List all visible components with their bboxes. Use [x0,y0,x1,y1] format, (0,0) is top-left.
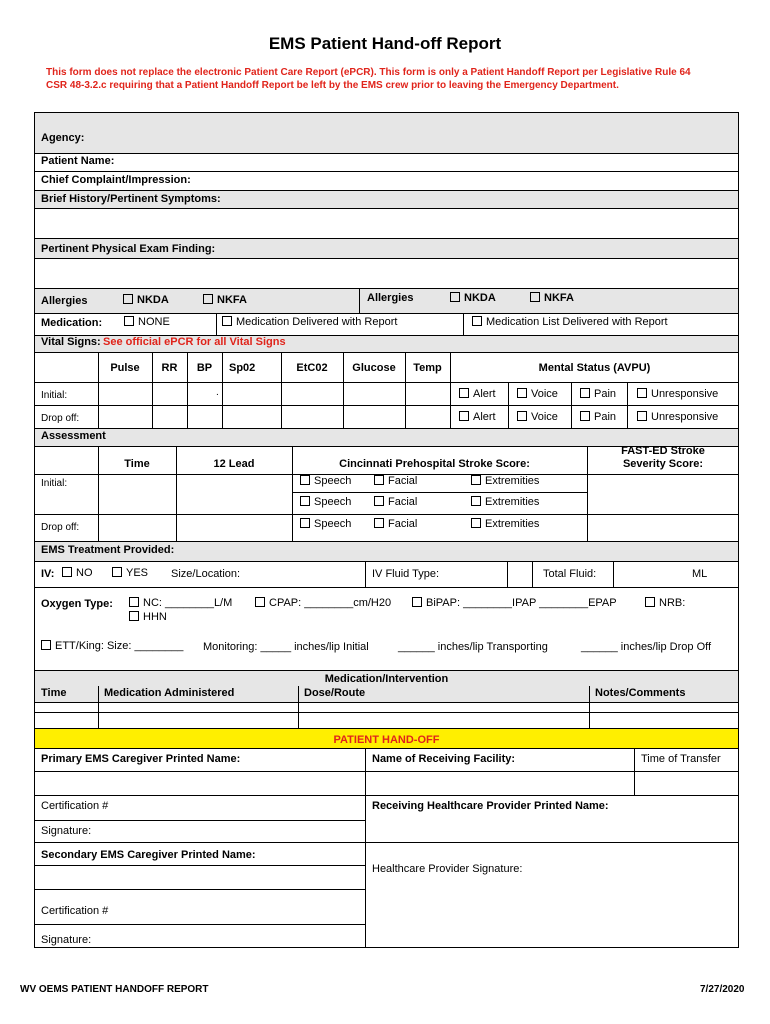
checkbox-icon [255,597,265,607]
allergies-label-2: Allergies [367,292,414,304]
checkbox-icon [471,496,481,506]
alert-label: Alert [473,411,496,423]
medication-label: Medication: [41,317,103,329]
vitals-header-spo2: Sp02 [229,362,256,374]
disclaimer-note [46,66,736,92]
avpu-initial-voice[interactable] [517,388,558,400]
checkbox-icon [580,411,590,421]
nc-label: NC: ________L/M [143,597,233,609]
facial-label: Facial [388,475,418,487]
nkda-label: NKDA [464,292,496,304]
ett-label: ETT/King: Size: ________ [55,640,184,652]
avpu-initial-alert[interactable] [459,388,496,400]
nkda-label: NKDA [137,294,169,306]
transporting-label: ______ inches/lip Transporting [398,641,548,653]
footer-date: 7/27/2020 [700,984,745,995]
checkbox-icon [412,597,422,607]
iv-label: IV: [41,568,55,580]
checkbox-icon [459,411,469,421]
assessment-12lead-header: 12 Lead [213,458,255,470]
checkbox-icon [471,518,481,528]
assessment-dropoff-label: Drop off: [41,522,80,533]
checkbox-icon [41,640,51,650]
nrb-checkbox[interactable] [645,597,685,609]
med-delivered-label: Medication Delivered with Report [236,316,398,328]
disclaimer-line-1: This form does not replace the electronic Patient Care Report (ePCR). This form is only a Patient Handoff Report per Legislative Rule 64 [46,67,691,78]
vitals-initial-label: Initial: [41,390,68,401]
patient-name-label: Patient Name: [41,155,115,167]
stroke-facial-3[interactable] [374,518,417,530]
checkbox-icon [450,292,460,302]
stroke-speech-1[interactable] [300,475,351,487]
voice-label: Voice [531,411,558,423]
alert-label: Alert [473,388,496,400]
nkfa-label: NKFA [544,292,574,304]
nkfa-checkbox-2[interactable] [530,292,574,304]
nkfa-label: NKFA [217,294,247,306]
time-of-transfer-label: Time of Transfer [641,753,721,765]
nrb-label: NRB: [659,597,686,609]
monitoring-label: Monitoring: _____ inches/lip Initial [203,641,369,653]
iv-no-label: NO [76,567,93,579]
stroke-extremities-3[interactable] [471,518,539,530]
checkbox-icon [472,316,482,326]
signature-label: Signature: [41,825,92,837]
signature-label-2: Signature: [41,934,92,946]
oxygen-type-label: Oxygen Type: [41,598,113,610]
fast-ed-header-1: FAST-ED Stroke [621,445,705,457]
avpu-dropoff-voice[interactable] [517,411,558,423]
ett-checkbox[interactable] [41,640,183,652]
bp-dot: . [216,387,219,398]
extremities-label: Extremities [485,496,540,508]
checkbox-icon [124,316,134,326]
cincinnati-header: Cincinnati Prehospital Stroke Score: [339,458,530,470]
notes-header: Notes/Comments [595,687,686,699]
stroke-speech-2[interactable] [300,496,351,508]
dropoff-label: ______ inches/lip Drop Off [581,641,712,653]
unresponsive-label: Unresponsive [651,411,719,423]
extremities-label: Extremities [485,518,540,530]
vitals-header-bp: BP [196,362,213,374]
checkbox-icon [530,292,540,302]
fast-ed-header-2: Severity Score: [622,458,704,470]
speech-label: Speech [314,475,352,487]
hhn-label: HHN [143,611,167,623]
bipap-checkbox[interactable] [412,597,617,609]
disclaimer-line-2: CSR 48-3.2.c requiring that a Patient Handoff Report be left by the EMS crew prior to leaving the Emergency Department. [46,80,619,91]
cpap-label: CPAP: ________cm/H20 [269,597,392,609]
nkda-checkbox[interactable] [123,294,169,306]
handoff-title: PATIENT HAND-OFF [333,734,440,746]
assessment-label: Assessment [41,430,106,442]
pain-label: Pain [594,388,617,400]
checkbox-icon [300,475,310,485]
checkbox-icon [203,294,213,304]
size-location-label: Size/Location: [171,568,241,580]
facial-label: Facial [388,496,418,508]
vitals-header-temp: Temp [413,362,442,374]
checkbox-icon [300,518,310,528]
med-list-label: Medication List Delivered with Report [486,316,668,328]
avpu-initial-unresponsive[interactable] [637,388,718,400]
checkbox-icon [62,567,72,577]
pain-label: Pain [594,411,617,423]
checkbox-icon [222,316,232,326]
avpu-dropoff-alert[interactable] [459,411,496,423]
stroke-facial-2[interactable] [374,496,417,508]
nkda-checkbox-2[interactable] [450,292,496,304]
certification-label: Certification # [41,800,109,812]
assessment-time-header: Time [124,458,150,470]
chief-complaint-label: Chief Complaint/Impression: [41,174,191,186]
checkbox-icon [637,388,647,398]
none-label: NONE [138,316,170,328]
checkbox-icon [129,597,139,607]
receiving-facility-label: Name of Receiving Facility: [372,753,516,765]
nkfa-checkbox[interactable] [203,294,247,306]
checkbox-icon [112,567,122,577]
avpu-dropoff-unresponsive[interactable] [637,411,718,423]
bipap-label: BiPAP: ________IPAP ________EPAP [426,597,617,609]
vitals-dropoff-label: Drop off: [41,413,80,424]
checkbox-icon [580,388,590,398]
iv-fluid-type-label: IV Fluid Type: [372,568,440,580]
checkbox-icon [123,294,133,304]
checkbox-icon [374,496,384,506]
checkbox-icon [637,411,647,421]
checkbox-icon [374,518,384,528]
vital-signs-note: See official ePCR for all Vital Signs [103,336,286,348]
vitals-header-avpu: Mental Status (AVPU) [538,362,651,374]
avpu-dropoff-pain[interactable] [580,411,616,423]
iv-no-checkbox[interactable] [62,567,93,579]
brief-history-label: Brief History/Pertinent Symptoms: [41,193,221,205]
stroke-speech-3[interactable] [300,518,351,530]
allergies-label: Allergies [41,295,88,307]
secondary-caregiver-label: Secondary EMS Caregiver Printed Name: [41,849,256,861]
vital-signs-label: Vital Signs: [41,336,101,348]
checkbox-icon [300,496,310,506]
nc-checkbox[interactable] [129,597,232,609]
checkbox-icon [374,475,384,485]
dose-route-header: Dose/Route [304,687,366,699]
assessment-initial-label: Initial: [41,478,68,489]
ml-label: ML [692,568,708,580]
vitals-header-rr: RR [161,362,178,374]
treatment-label: EMS Treatment Provided: [41,544,175,556]
iv-yes-checkbox[interactable] [112,567,148,579]
med-administered-header: Medication Administered [104,687,235,699]
stroke-extremities-1[interactable] [471,475,539,487]
checkbox-icon [459,388,469,398]
cpap-checkbox[interactable] [255,597,391,609]
page-title: EMS Patient Hand-off Report [268,34,502,53]
physical-exam-label: Pertinent Physical Exam Finding: [41,243,216,255]
vitals-header-etco2: EtC02 [296,362,328,374]
speech-label: Speech [314,518,352,530]
voice-label: Voice [531,388,558,400]
checkbox-icon [471,475,481,485]
med-list-checkbox[interactable] [472,316,668,328]
checkbox-icon [517,411,527,421]
checkbox-icon [129,611,139,621]
unresponsive-label: Unresponsive [651,388,719,400]
checkbox-icon [517,388,527,398]
speech-label: Speech [314,496,352,508]
stroke-extremities-2[interactable] [471,496,539,508]
hhn-checkbox[interactable] [129,611,167,623]
checkbox-icon [645,597,655,607]
agency-label: Agency: [41,132,85,144]
certification-label-2: Certification # [41,905,109,917]
iv-yes-label: YES [126,567,149,579]
extremities-label: Extremities [485,475,540,487]
vitals-header-pulse: Pulse [110,362,140,374]
receiving-provider-label: Receiving Healthcare Provider Printed Name: [372,800,609,812]
total-fluid-label: Total Fluid: [543,568,597,580]
vitals-header-glucose: Glucose [352,362,396,374]
stroke-facial-1[interactable] [374,475,417,487]
primary-caregiver-label: Primary EMS Caregiver Printed Name: [41,753,241,765]
footer-form-name: WV OEMS PATIENT HANDOFF REPORT [20,984,209,995]
avpu-initial-pain[interactable] [580,388,616,400]
none-checkbox[interactable] [124,316,170,328]
med-time-header: Time [41,687,67,699]
medication-intervention-title: Medication/Intervention [324,673,449,685]
med-delivered-checkbox[interactable] [222,316,397,328]
provider-signature-label: Healthcare Provider Signature: [372,863,523,875]
facial-label: Facial [388,518,418,530]
